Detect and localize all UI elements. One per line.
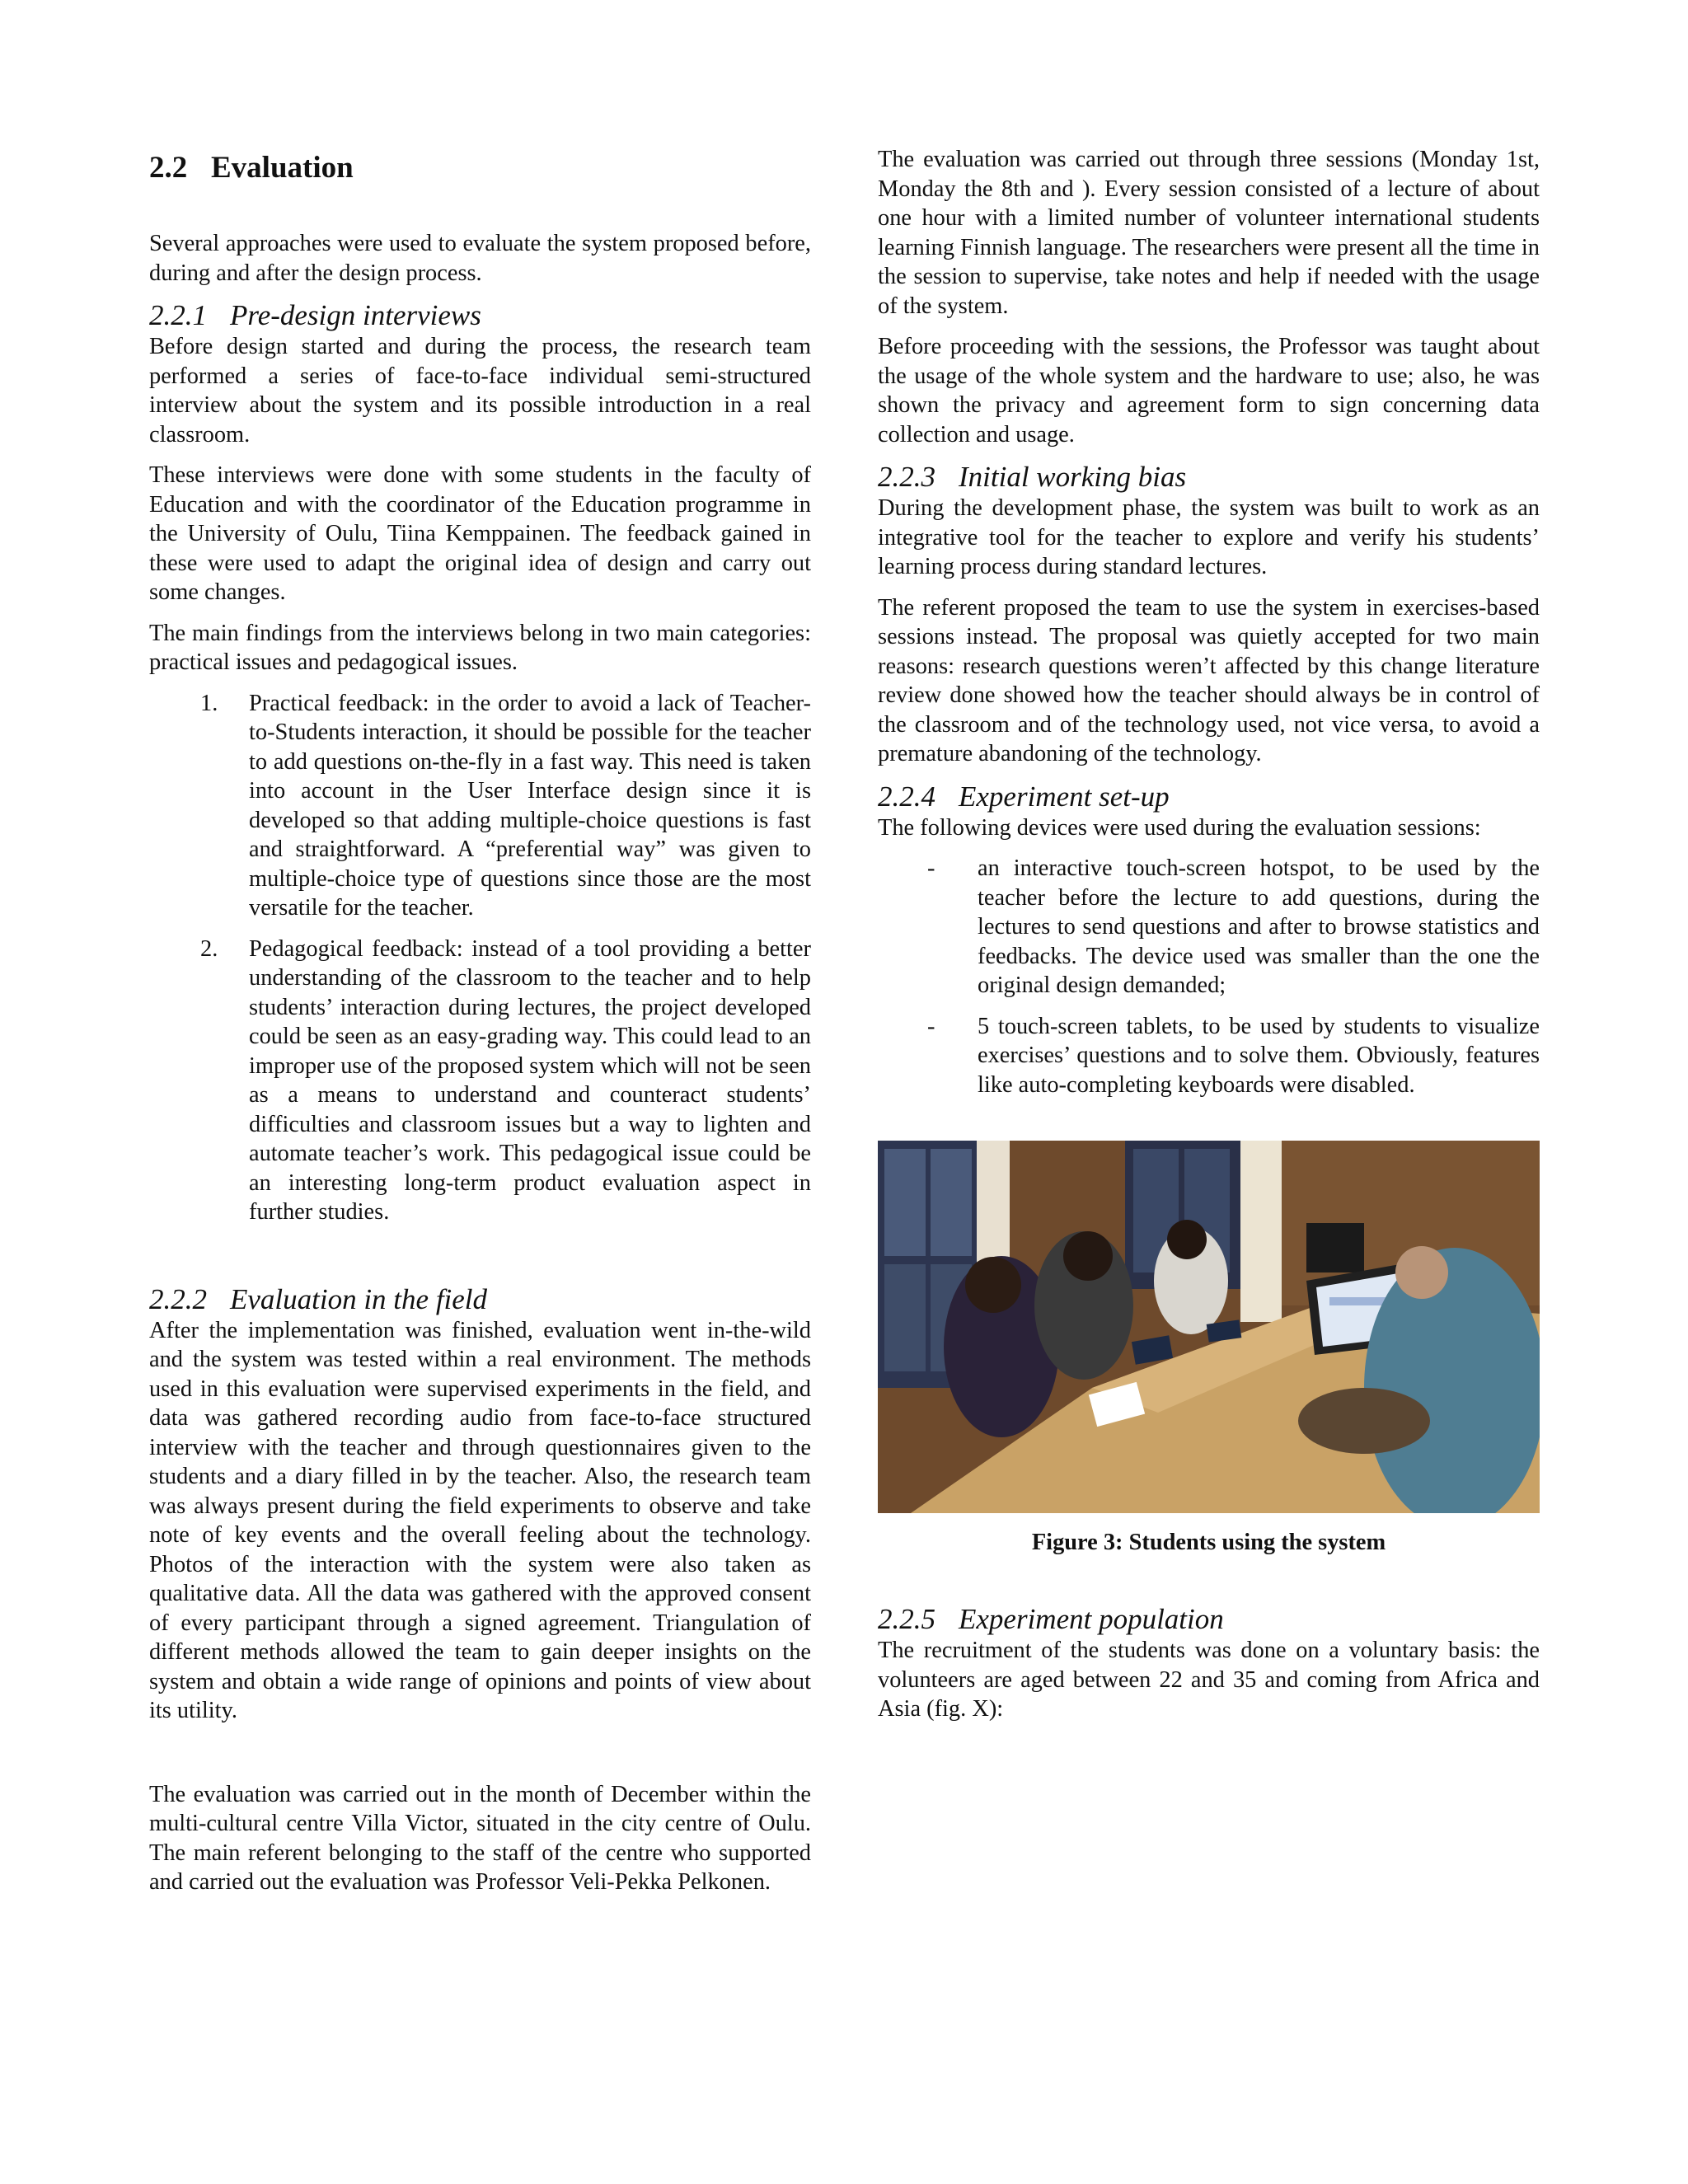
figure-caption: Figure 3: Students using the system (1031, 1530, 1386, 1555)
subsection-number: 2.2.4 (878, 780, 935, 813)
classroom-photo (878, 1141, 1540, 1513)
list-item (878, 854, 1540, 1001)
list-marker: - (927, 1013, 935, 1039)
subsection-title: Experiment population (959, 1603, 1224, 1635)
list-item-text: Practical feedback: in the order to avoid a lack of Teacher-to-Students interaction, it should be possible for the teacher to add questions on-the-fly in a fast way. This need is taken into account in the User Interface design since it is developed so that adding multiple-choice questions is fast and straightforward. A “preferential way” was given to multiple-choice type of questions since those are the most versatile for the teacher. (249, 690, 811, 921)
figure-3 (878, 1141, 1540, 1557)
paragraph-224-1: The following devices were used during the evaluation sessions: (878, 814, 1481, 841)
devices-list (878, 854, 1540, 1099)
subsection-heading-222 (149, 1283, 811, 1316)
paragraph-223-1: During the development phase, the system was built to work as an integrative tool for the teacher to explore and verify his students’ learning process during standard lectures. (878, 495, 1540, 579)
list-marker: 2. (200, 935, 218, 962)
paragraph-225-1: The recruitment of the students was done on a voluntary basis: the volunteers are aged between 22 and 35 and coming from Africa and Asia (fig. X): (878, 1638, 1540, 1722)
list-item-text: Pedagogical feedback: instead of a tool providing a better understanding of the classroom to the teacher and to help students’ interaction during lectures, the project developed could be seen as an easy-grading way. This could lead to an improper use of the proposed system which will not be seen as a means to understand and counteract students’ difficulties and classroom issues but a way to lighten and automate teacher’s work. This pedagogical issue could be an interesting long-term product evaluation aspect in further studies. (249, 935, 811, 1225)
paragraph-221-1: Before design started and during the process, the research team performed a series of face-to-face individual semi-structured interview about the system and its possible introduction in a real classroom. (149, 334, 811, 448)
paragraph-222-3: The evaluation was carried out through three sessions (Monday 1st, Monday the 8th and ). Every session consisted of a lecture of about one hour with a limited number of volunteer international students learning Finnish language. The researchers were present all the time in the session to supervise, take notes and help if needed with the usage of the system. (878, 147, 1540, 319)
paragraph-221-3: The main findings from the interviews belong in two main categories: practical issues and pedagogical issues. (149, 620, 811, 675)
list-marker: 1. (200, 690, 218, 716)
intro-paragraph: Several approaches were used to evaluate the system proposed before, during and after the design process. (149, 231, 811, 286)
findings-list (149, 689, 811, 1227)
right-column (878, 145, 1540, 1736)
list-item-text: 5 touch-screen tablets, to be used by students to visualize exercises’ questions and to solve them. Obviously, features like auto-completing keyboards were disabled. (978, 1013, 1540, 1098)
subsection-title: Experiment set-up (959, 780, 1170, 813)
section-title: Evaluation (211, 151, 354, 185)
spacer (149, 1737, 811, 1780)
subsection-number: 2.2.2 (149, 1282, 207, 1315)
list-item (149, 935, 811, 1227)
subsection-title: Pre-design interviews (230, 299, 481, 331)
list-item-text: an interactive touch-screen hotspot, to be used by the teacher before the lecture to add questions, during the lectures to send questions and after to browse statistics and feedbacks. The device used was smaller than the one the original design demanded; (978, 855, 1540, 998)
subsection-heading-224 (878, 780, 1540, 813)
section-heading (149, 150, 811, 186)
subsection-number: 2.2.5 (878, 1603, 935, 1635)
list-item (878, 1012, 1540, 1100)
spacer (878, 1557, 1540, 1593)
paragraph-222-2: The evaluation was carried out in the month of December within the multi-cultural centre Villa Victor, situated in the city centre of Oulu. The main referent belonging to the staff of the centre who supported and carried out the evaluation was Professor Veli-Pekka Pelkonen. (149, 1781, 811, 1895)
paragraph-223-2: The referent proposed the team to use the system in exercises-based sessions instead. The proposal was quietly accepted for two main reasons: research questions weren’t affected by this change literature review done showed how the teacher should always be in control of the classroom and of the technology used, not vice versa, to avoid a premature abandoning of the technology. (878, 594, 1540, 766)
subsection-title: Evaluation in the field (230, 1282, 488, 1315)
subsection-number: 2.2.1 (149, 299, 207, 331)
paragraph-222-4: Before proceeding with the sessions, the Professor was taught about the usage of the whole system and the hardware to use; also, he was shown the privacy and agreement form to sign concerning data collection and usage. (878, 334, 1540, 448)
subsection-heading-225 (878, 1603, 1540, 1636)
list-marker: - (927, 855, 935, 881)
subsection-heading-223 (878, 461, 1540, 494)
subsection-heading-221 (149, 299, 811, 332)
classroom-photo-illustration (878, 1141, 1540, 1513)
spacer (149, 1239, 811, 1273)
subsection-title: Initial working bias (959, 461, 1187, 493)
paragraph-221-2: These interviews were done with some students in the faculty of Education and with the coordinator of the Education programme in the University of Oulu, Tiina Kemppainen. The feedback gained in these were used to adapt the original idea of design and carry out some changes. (149, 462, 811, 605)
paragraph-222-1: After the implementation was finished, evaluation went in-the-wild and the system was tested within a real environment. The methods used in this evaluation were supervised experiments in the field, and data was gathered recording audio from face-to-face structured interview with the teacher and through questionnaires given to the students and a diary filled in by the teacher. Also, the research team was always present during the field experiments to observe and take note of key events and the overall feeling about the technology. Photos of the interaction with the system were also taken as qualitative data. All the data was gathered with the approved consent of every participant through a signed agreement. Triangulation of different methods allowed the team to gain deeper insights on the system and obtain a wide range of opinions and points of view about its utility. (149, 1317, 811, 1723)
subsection-number: 2.2.3 (878, 461, 935, 493)
list-item (149, 689, 811, 923)
section-number: 2.2 (149, 151, 188, 185)
left-column (149, 145, 811, 1909)
